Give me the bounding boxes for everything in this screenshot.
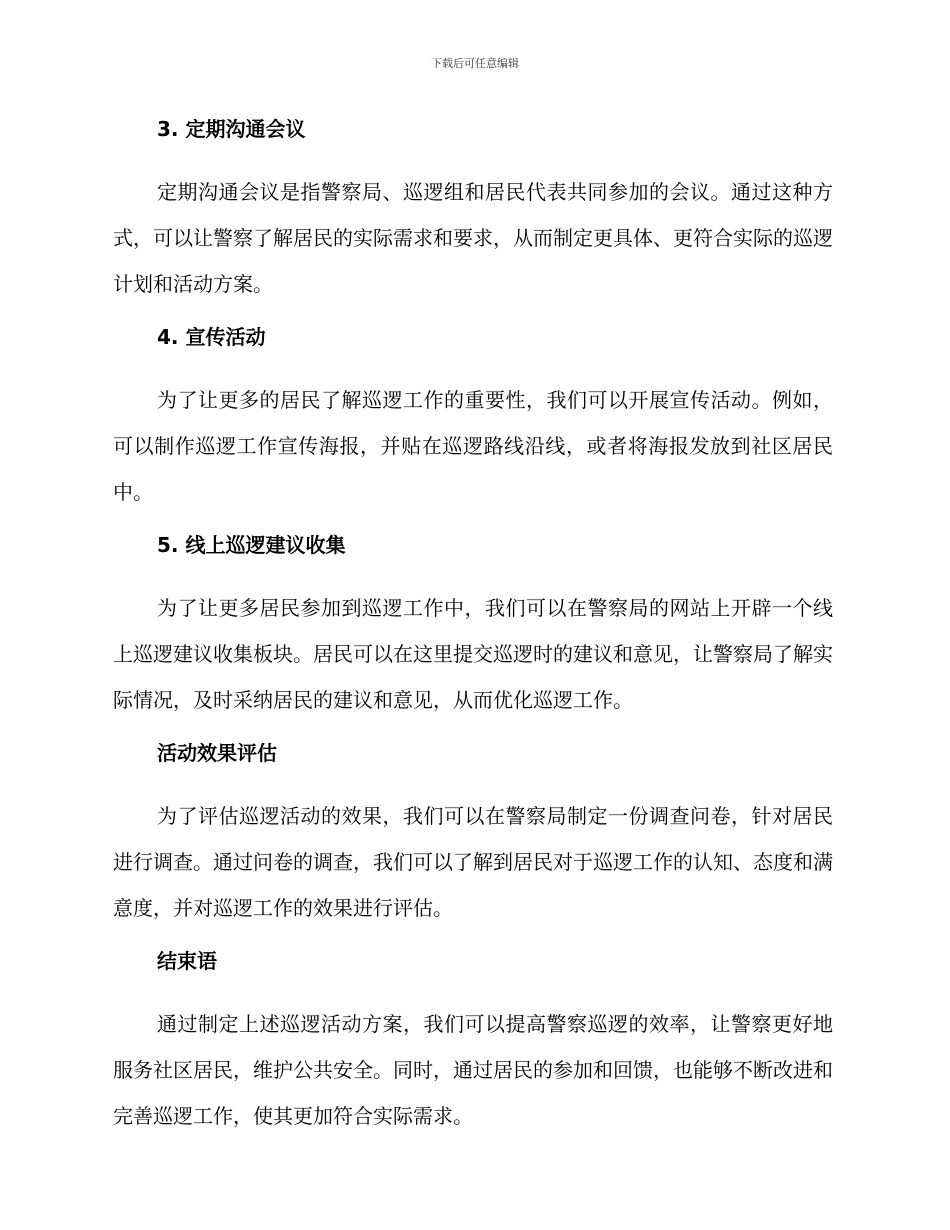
section-heading: 5. 线上巡逻建议收集 — [157, 533, 346, 557]
header-note: 下载后可任意编辑 — [431, 57, 519, 70]
section-paragraph: 为了让更多的居民了解巡逻工作的重要性，我们可以开展宣传活动。例如，可以制作巡逻工作宣传海报，并贴在巡逻路线沿线，或者将海报发放到社区居民中。 — [113, 388, 833, 504]
section-evaluation — [113, 739, 833, 931]
section-paragraph: 通过制定上述巡逻活动方案，我们可以提高警察巡逻的效率，让警察更好地服务社区居民，维护公共安全。同时，通过居民的参加和回馈，也能够不断改进和完善巡逻工作，使其更加符合实际需求。 — [113, 1012, 833, 1128]
section-heading: 活动效果评估 — [157, 741, 277, 765]
section-conclusion — [113, 947, 833, 1139]
section-paragraph: 定期沟通会议是指警察局、巡逻组和居民代表共同参加的会议。通过这种方式，可以让警察了解居民的实际需求和要求，从而制定更具体、更符合实际的巡逻计划和活动方案。 — [113, 180, 833, 296]
section-heading: 3. 定期沟通会议 — [157, 117, 306, 141]
section-paragraph: 为了让更多居民参加到巡逻工作中，我们可以在警察局的网站上开辟一个线上巡逻建议收集板块。居民可以在这里提交巡逻时的建议和意见，让警察局了解实际情况，及时采纳居民的建议和意见，从而优化巡逻工作。 — [113, 596, 833, 712]
section-paragraph: 为了评估巡逻活动的效果，我们可以在警察局制定一份调查问卷，针对居民进行调查。通过问卷的调查，我们可以了解到居民对于巡逻工作的认知、态度和满意度，并对巡逻工作的效果进行评估。 — [113, 804, 833, 920]
document-body — [113, 110, 833, 1155]
section-publicity — [113, 323, 833, 515]
section-online-suggestions — [113, 531, 833, 723]
section-heading: 结束语 — [157, 949, 217, 973]
section-heading: 4. 宣传活动 — [157, 325, 266, 349]
section-regular-meetings — [113, 115, 833, 307]
